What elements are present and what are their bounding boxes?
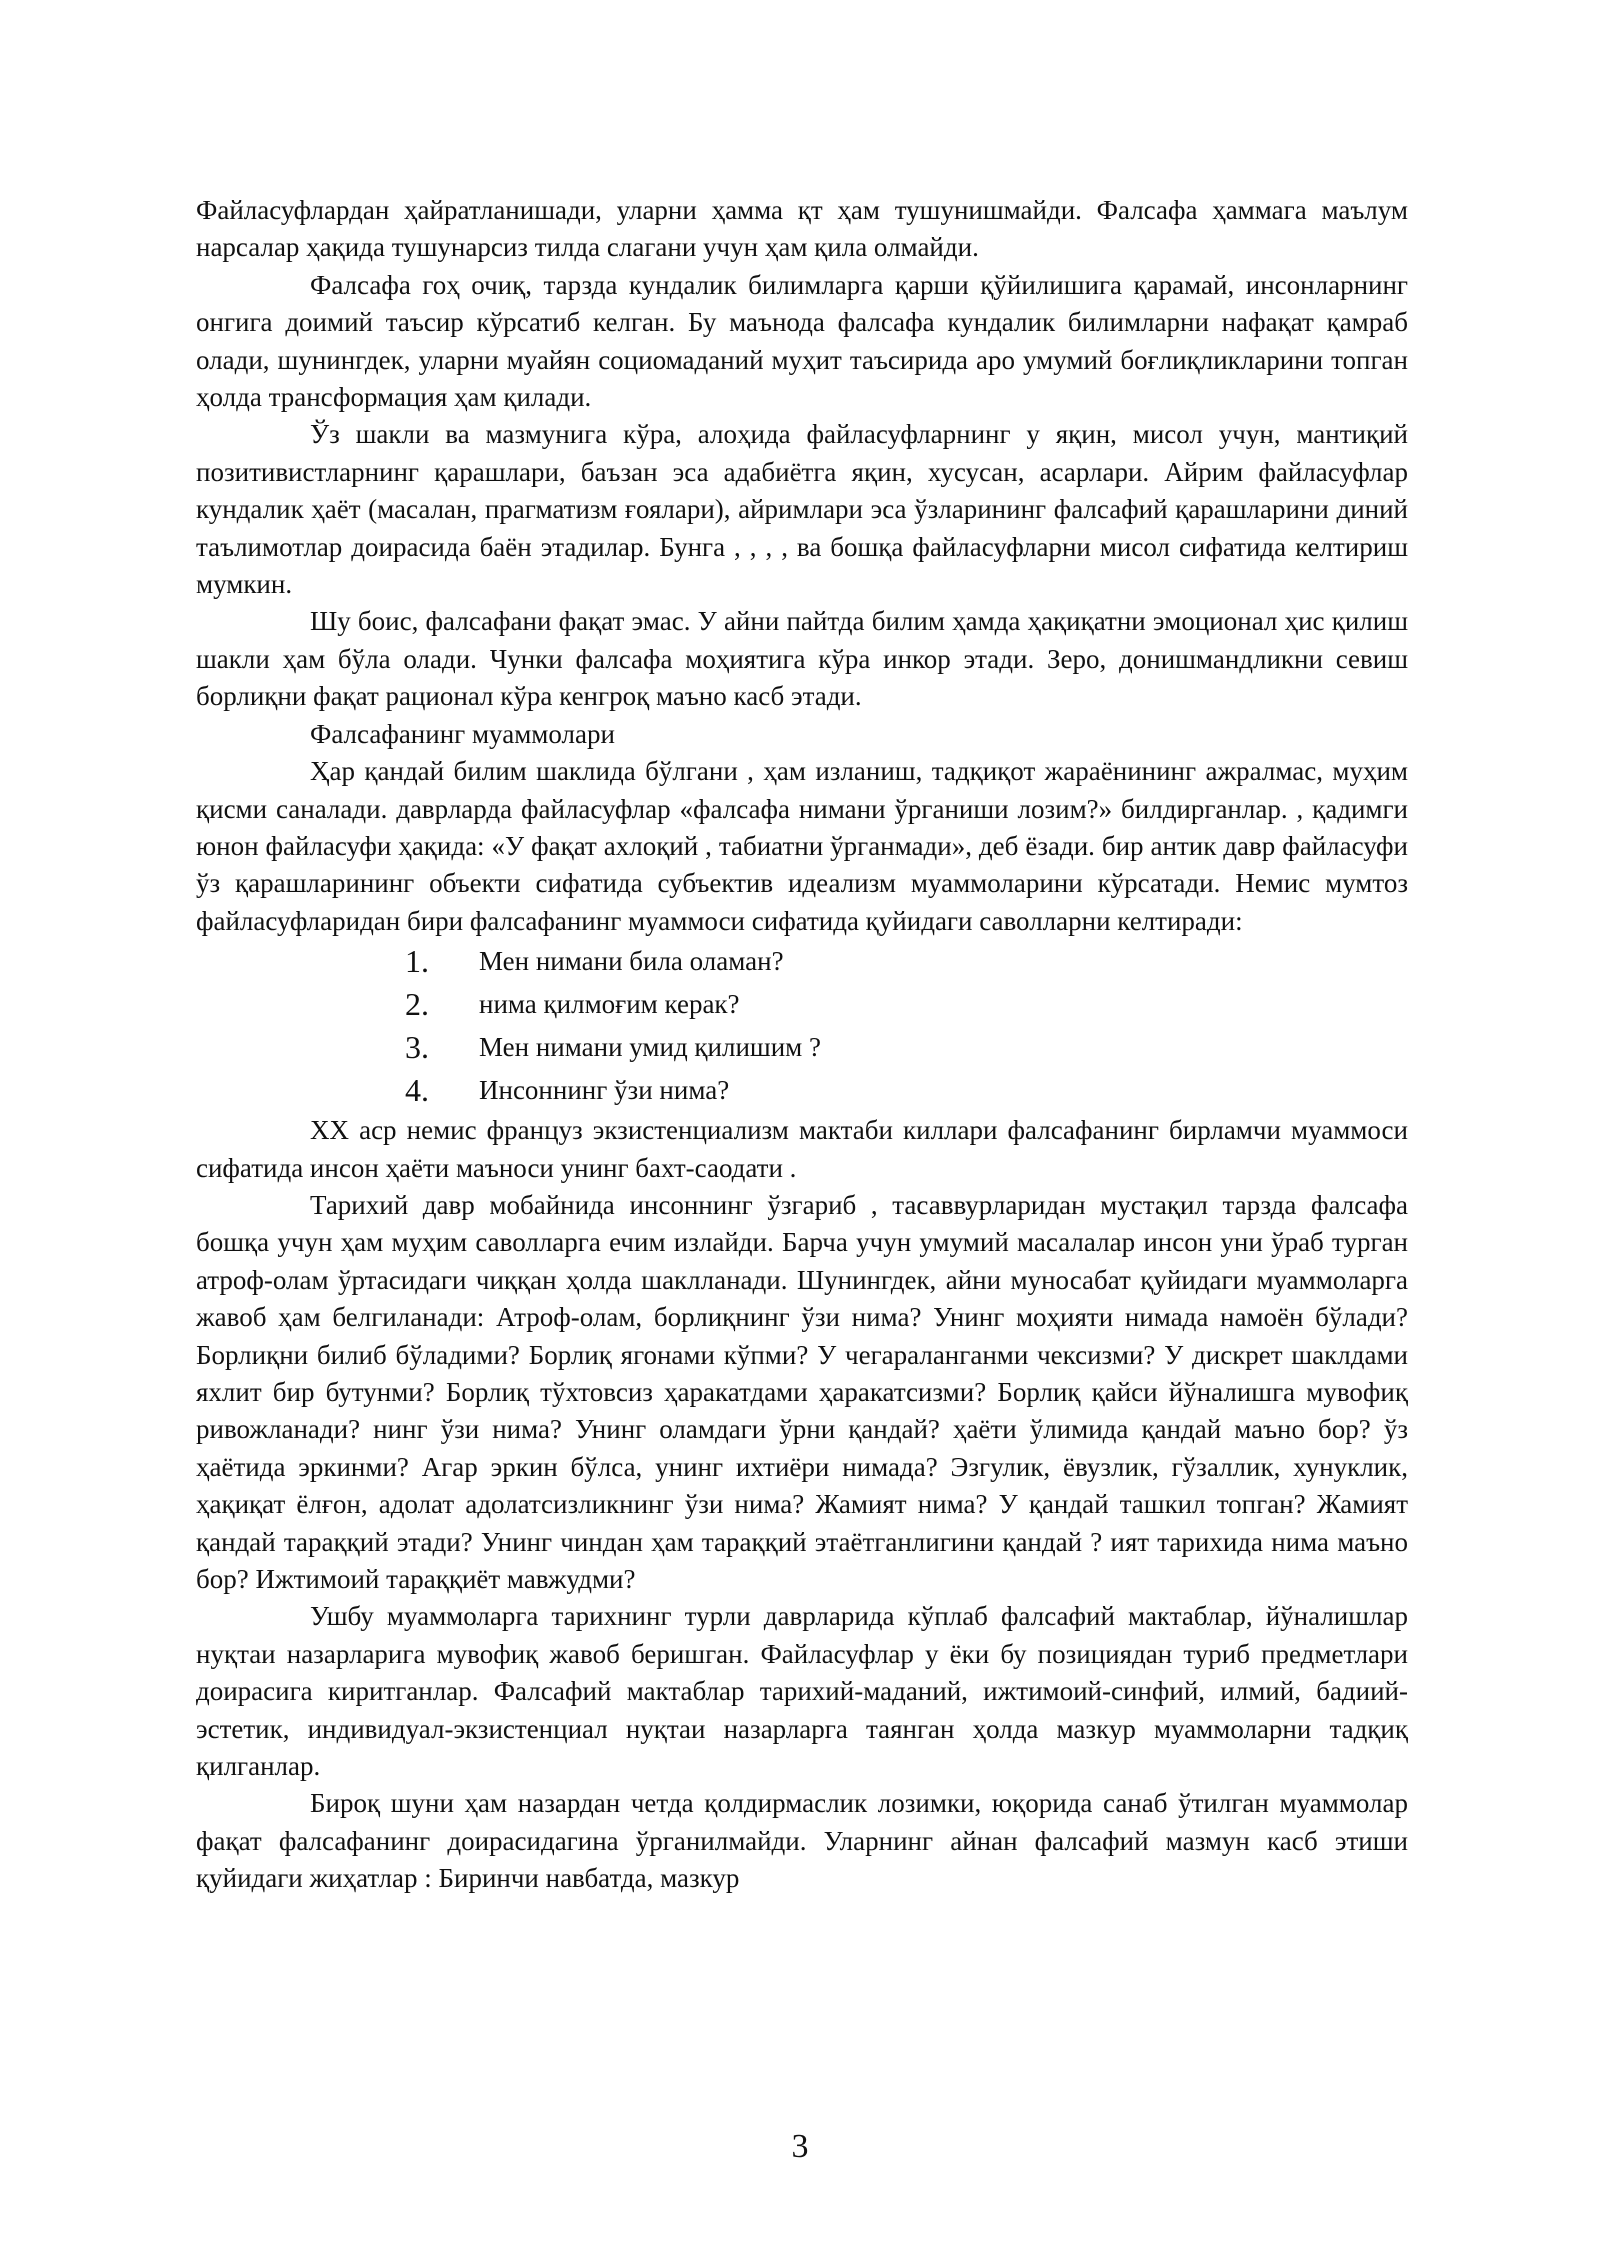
paragraph-7: Тарихий давр мобайнида инсоннинг ўзгариб , тасаввурларидан мустақил тарзда фалсафа бошқа учун ҳам муҳим саволларга ечим излайди. Барча учун умумий масалалар инсон уни ўраб турган атроф-олам ўртасидаги чиққан ҳолда шаклланади. Шунингдек, айни муносабат қуйидаги муаммоларга жавоб ҳам белгиланади: Атроф-олам, борлиқнинг ўзи нима? Унинг моҳияти нимада намоён бўлади? Борлиқни билиб бўладими? Борлиқ ягонами кўпми? У чегараланганми чексизми? У дискрет шаклдами яхлит бир бутунми? Борлиқ тўхтовсиз ҳаракатдами ҳаракатсизми? Борлиқ қайси йўналишга мувофиқ ривожланади? нинг ўзи нима? Унинг оламдаги ўрни қандай? ҳаёти ўлимида қандай маъно бор? ўз ҳаётида эркинми? Агар эркин бўлса, унинг ихтиёри нимада? Эзгулик, ёвузлик, гўзаллик, хунуклик, ҳақиқат ёлғон, адолат адолатсизликнинг ўзи нима? Жамият нима? У қандай ташкил топган? Жамият қандай тараққий этади? Унинг чиндан ҳам тараққий этаётганлигини қандай ? ият тарихида нима маъно бор? Ижтимоий тараққиёт мавжудми?: [196, 1189, 1408, 1594]
paragraph-2: Фалсафа гоҳ очиқ, тарзда кундалик билимларга қарши қўйилишига қарамай, инсонларнинг онгига доимий таъсир кўрсатиб келган. Бу маънода фалсафа кундалик билимларни нафақат қамраб олади, шунингдек, уларни муайян социомаданий муҳит таъсирида аро умумий боғлиқликларини топган ҳолда трансформация ҳам қилади.: [196, 269, 1408, 413]
section-heading: Фалсафанинг муаммолари: [310, 718, 615, 749]
list-item-number: 1.: [405, 943, 429, 980]
page-number: 3: [791, 2128, 809, 2165]
paragraph-4: Шу боис, фалсафани фақат эмас. У айни пайтда билим ҳамда ҳақиқатни эмоционал ҳис қилиш шакли ҳам бўла олади. Чунки фалсафа моҳиятига кўра инкор этади. Зеро, донишмандликни севиш борлиқни фақат рационал кўра кенгроқ маъно касб этади.: [196, 606, 1408, 712]
paragraph-1: Файласуфлардан ҳайратланишади, уларни ҳамма қт ҳам тушунишмайди. Фалсафа ҳаммага маълум нарсалар ҳақида тушунарсиз тилда слагани учун ҳам қила олмайди.: [196, 195, 1408, 263]
paragraph-8: Ушбу муаммоларга тарихнинг турли даврларида кўплаб фалсафий мактаблар, йўналишлар нуқтаи назарларига мувофиқ жавоб беришган. Файласуфлар у ёки бу позициядан туриб предметлари доирасига киритганлар. Фалсафий мактаблар тарихий-маданий, ижтимоий-синфий, илмий, бадиий-эстетик, индивидуал-экзистенциал нуқтаи назарларга таянган ҳолда мазкур муаммоларни тадқиқ қилганлар.: [196, 1601, 1408, 1782]
list-item-number: 2.: [405, 986, 429, 1023]
document-page: [196, 192, 1408, 1898]
paragraph-6: XX аср немис француз экзистенциализм мактаби киллари фалсафанинг бирламчи муаммоси сифатида инсон ҳаёти маъноси унинг бахт-саодати .: [196, 1115, 1408, 1183]
list-item-text: Инсоннинг ўзи нима?: [479, 1075, 730, 1106]
paragraph-3: Ўз шакли ва мазмунига кўра, алоҳида файласуфларнинг у яқин, мисол учун, мантиқий позитивистларнинг қарашлари, баъзан эса адабиётга яқин, хусусан, асарлари. Айрим файласуфлар кундалик ҳаёт (масалан, прагматизм ғоялари), айримлари эса ўзларининг фалсафий қарашларини диний таълимотлар доирасида баён этадилар. Бунга , , , , ва бошқа файласуфларни мисол сифатида келтириш мумкин.: [196, 419, 1408, 600]
list-item-text: нима қилмоғим керак?: [479, 989, 740, 1020]
list-item: [196, 940, 1408, 983]
list-item-number: 4.: [405, 1072, 429, 1109]
numbered-list: [196, 940, 1408, 1112]
paragraph-9: Бироқ шуни ҳам назардан четда қолдирмаслик лозимки, юқорида санаб ўтилган муаммолар фақат фалсафанинг доирасидагина ўрганилмайди. Уларнинг айнан фалсафий мазмун касб этиши қуйидаги жиҳатлар : Биринчи навбатда, мазкур: [196, 1788, 1408, 1894]
list-item: [196, 1069, 1408, 1112]
list-item: [196, 983, 1408, 1026]
paragraph-5: Ҳар қандай билим шаклида бўлгани , ҳам изланиш, тадқиқот жараёнининг ажралмас, муҳим қисми саналади. даврларда файласуфлар «фалсафа нимани ўрганиши лозим?» билдирганлар. , қадимги юнон файласуфи ҳақида: «У фақат ахлоқий , табиатни ўрганмади», деб ёзади. бир антик давр файласуфи ўз қарашларининг объекти сифатида субъектив идеализм муаммоларини кўрсатади. Немис мумтоз файласуфларидан бири фалсафанинг муаммоси сифатида қуйидаги саволларни келтиради:: [196, 756, 1408, 936]
list-item-text: Мен нимани била оламан?: [479, 946, 784, 977]
list-item: [196, 1026, 1408, 1069]
list-item-number: 3.: [405, 1029, 429, 1066]
list-item-text: Мен нимани умид қилишим ?: [479, 1032, 821, 1063]
